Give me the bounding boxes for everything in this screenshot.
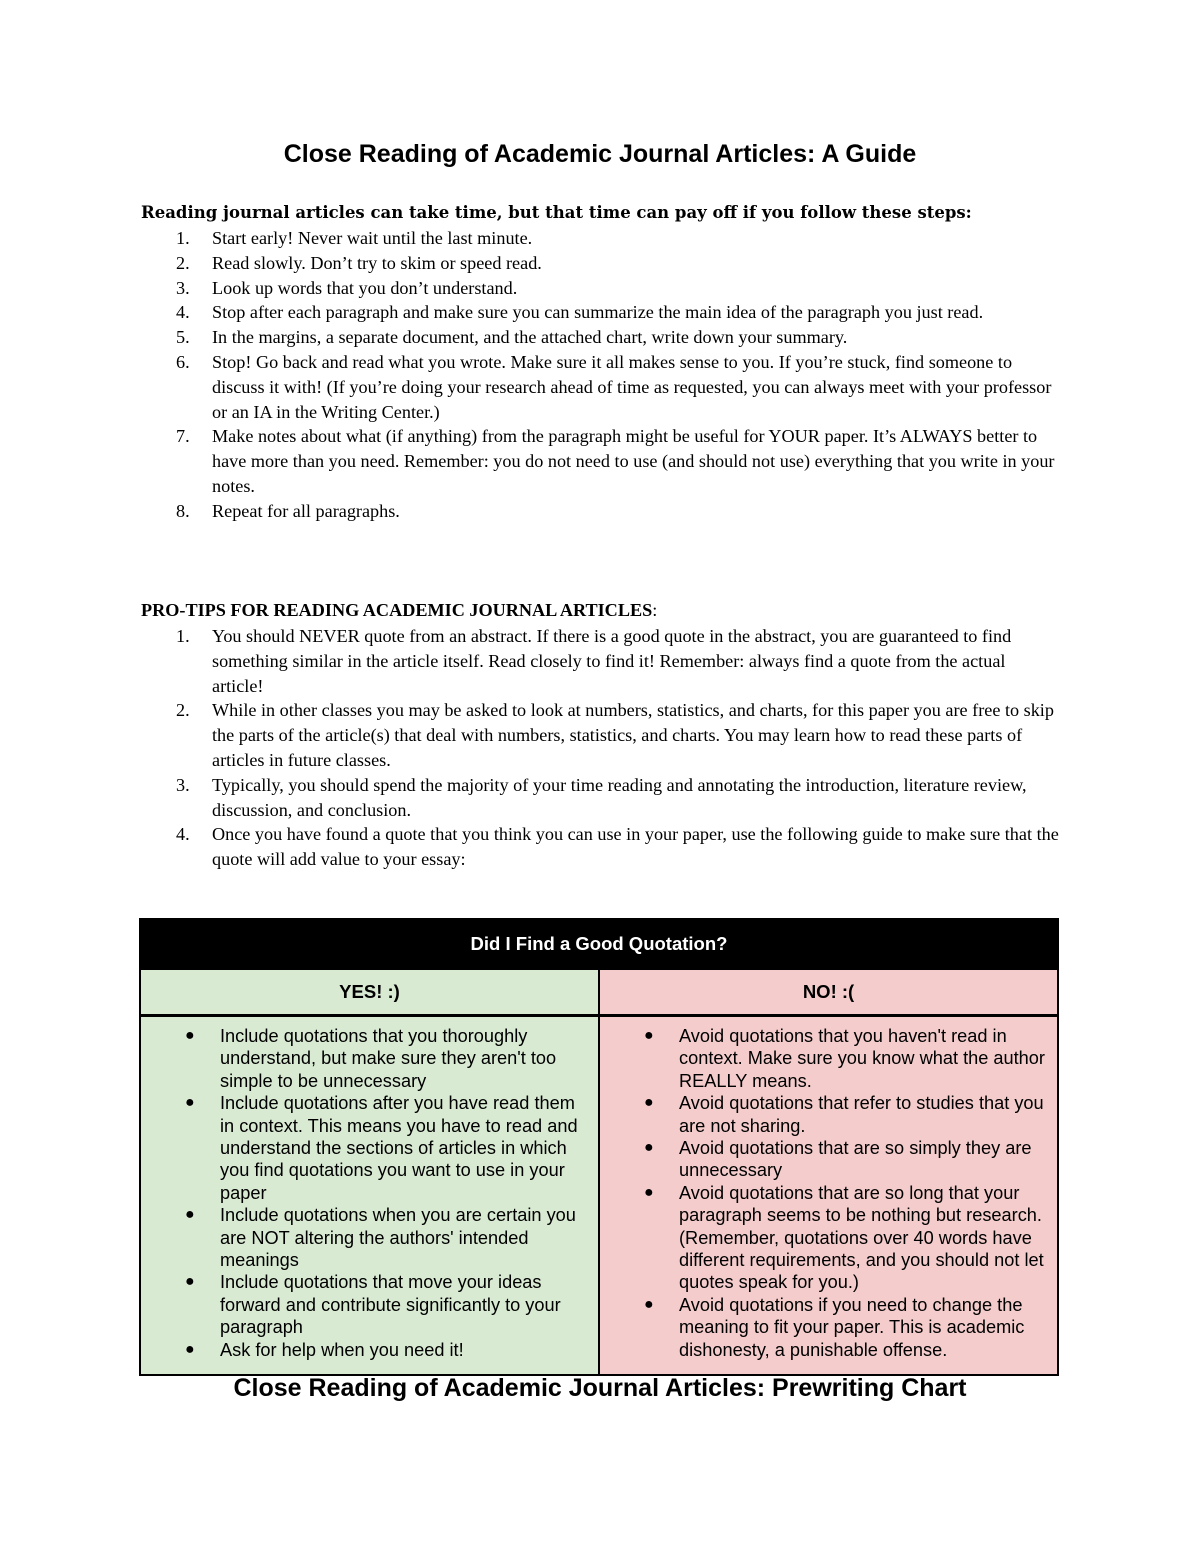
bullet-icon: ● <box>185 1340 195 1358</box>
list-item: ● Ask for help when you need it! <box>185 1339 464 1360</box>
bullet-icon: ● <box>644 1094 654 1112</box>
bullet-icon: ● <box>185 1027 195 1044</box>
protips-heading: PRO-TIPS FOR READING ACADEMIC JOURNAL ARTICLES: <box>141 600 658 620</box>
table-header: Did I Find a Good Quotation? <box>140 919 1058 969</box>
list-item: 4. Stop after each paragraph and make sure you can summarize the main idea of the paragraph you just read. <box>176 302 984 323</box>
no-cell <box>599 1016 1058 1376</box>
list-item: 4. Once you have found a quote that you think you can use in your paper, use the following guide to make sure that the quote will add value to your essay: <box>176 824 1059 870</box>
list-item: 1. Start early! Never wait until the last minute. <box>176 228 533 248</box>
bullet-icon: ● <box>185 1273 195 1291</box>
list-item: 7. Make notes about what (if anything) from the paragraph might be useful for YOUR paper. It’s ALWAYS better to have more than you need. Remember: you do not need to use (and should not use) everything that you write in your notes. <box>176 426 1055 496</box>
list-item: ● Avoid quotations if you need to change the meaning to fit your paper. This is academic dishonesty, a punishable offense. <box>644 1294 1025 1360</box>
bullet-icon: ● <box>644 1027 654 1044</box>
list-item: ● Include quotations that move your ideas forward and contribute significantly to your paragraph <box>185 1272 561 1338</box>
bullet-icon: ● <box>644 1139 654 1157</box>
list-item: ● Avoid quotations that you haven't read in context. Make sure you know what the author REALLY means. <box>644 1026 1045 1091</box>
section-title: Close Reading of Academic Journal Articles: Prewriting Chart <box>233 1374 967 1402</box>
list-item: 2. While in other classes you may be asked to look at numbers, statistics, and charts, for this paper you are free to skip the parts of the article(s) that deal with numbers, statistics, and charts. You may learn how to read these parts of articles in future classes. <box>176 700 1054 770</box>
list-item: ● Include quotations when you are certain you are NOT altering the authors' intended meanings <box>185 1205 576 1271</box>
yes-list <box>141 1025 598 1361</box>
list-item: 3. Typically, you should spend the majority of your time reading and annotating the introduction, literature review, discussion, and conclusion. <box>176 774 1027 820</box>
steps-list <box>141 226 1061 524</box>
list-item: 8. Repeat for all paragraphs. <box>176 500 400 521</box>
bullet-icon: ● <box>185 1206 195 1224</box>
yes-cell <box>140 1016 599 1376</box>
yes-column-header: YES! :) <box>140 969 599 1016</box>
page-title: Close Reading of Academic Journal Articles: A Guide <box>283 140 917 168</box>
list-item: 3. Look up words that you don’t understand. <box>176 277 518 298</box>
intro-text: Reading journal articles can take time, but that time can pay off if you follow these steps: <box>141 203 972 222</box>
no-list <box>600 1025 1057 1361</box>
list-item: ● Include quotations that you thoroughly understand, but make sure they aren't too simple to be unnecessary <box>185 1026 557 1091</box>
list-item: 1. You should NEVER quote from an abstract. If there is a good quote in the abstract, you are guaranteed to find something similar in the article itself. Read closely to find it! Remember: always find a quote from the actual article! <box>176 626 1012 696</box>
no-column-header: NO! :( <box>599 969 1058 1016</box>
bullet-icon: ● <box>644 1183 654 1201</box>
list-item: 5. In the margins, a separate document, and the attached chart, write down your summary. <box>176 327 848 348</box>
list-item: 2. Read slowly. Don’t try to skim or speed read. <box>176 252 542 273</box>
list-item: ● Include quotations after you have read them in context. This means you have to read and understand the sections of articles in which you find quotations you want to use in your paper <box>185 1093 578 1203</box>
list-item: ● Avoid quotations that are so long that your paragraph seems to be nothing but research. (Remember, quotations over 40 words have different requirements, and you should not let quotes speak for you.) <box>644 1182 1044 1293</box>
bullet-icon: ● <box>185 1094 195 1112</box>
list-item: ● Avoid quotations that refer to studies that you are not sharing. <box>644 1093 1044 1136</box>
protips-list <box>141 624 1061 872</box>
list-item: 6. Stop! Go back and read what you wrote. Make sure it all makes sense to you. If you’re stuck, find someone to discuss it with! (If you’re doing your research ahead of time as requested, you can always meet with your professor or an IA in the Writing Center.) <box>176 351 1052 422</box>
bullet-icon: ● <box>644 1295 654 1313</box>
list-item: ● Avoid quotations that are so simply they are unnecessary <box>644 1138 1032 1181</box>
quotation-table <box>139 918 1059 1376</box>
